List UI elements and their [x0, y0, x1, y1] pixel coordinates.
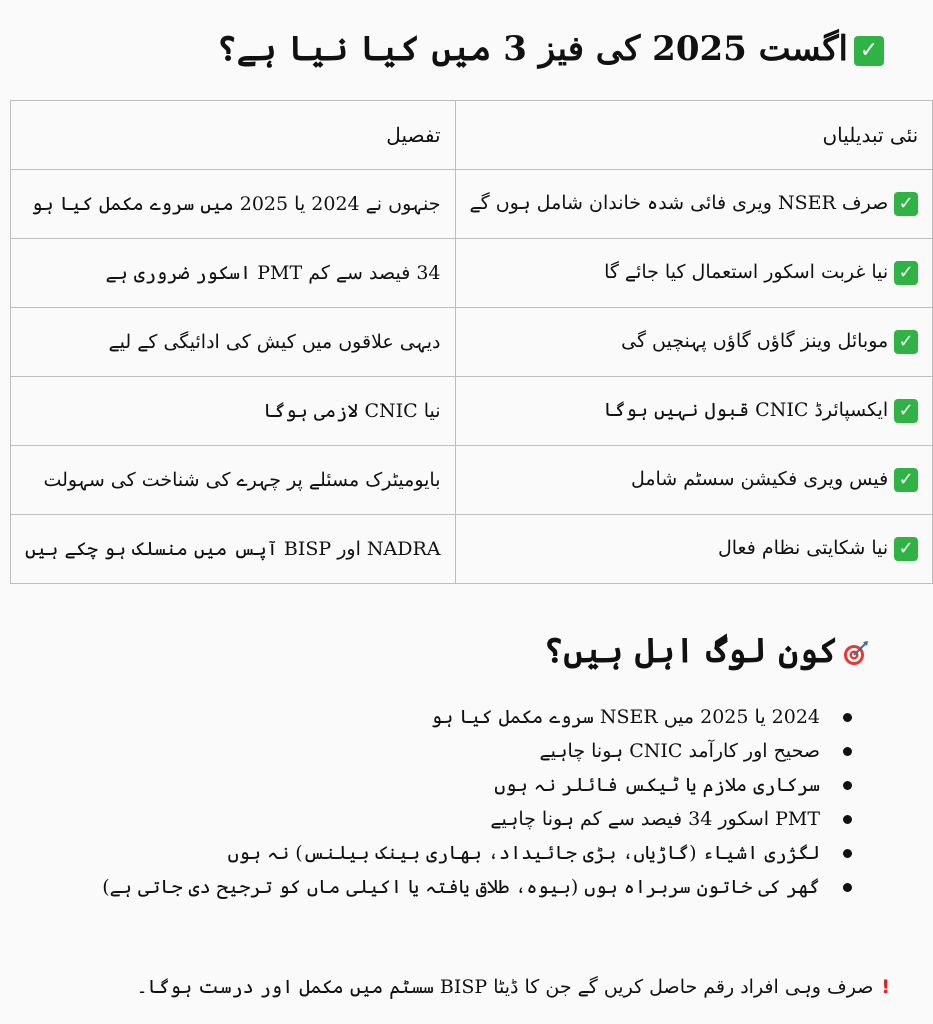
- list-item: صحیح اور کارآمد CNIC ہونا چاہیے: [26, 734, 866, 768]
- check-mark-button-icon: ✓: [854, 36, 884, 66]
- table-cell-detail: 34 فیصد سے کم PMT اسکور ضروری ہے: [11, 239, 456, 308]
- table-cell-detail: نیا CNIC لازمی ہوگا: [11, 377, 456, 446]
- check-mark-button-icon: ✓: [894, 537, 918, 561]
- table-header-row: [11, 101, 933, 170]
- list-item: PMT اسکور 34 فیصد سے کم ہونا چاہیے: [26, 802, 866, 836]
- table-cell-change: ✓ایکسپائرڈ CNIC قبول نہیں ہوگا: [455, 377, 933, 446]
- table-cell-detail: جنہوں نے 2024 یا 2025 میں سروے مکمل کیا ہو: [11, 170, 456, 239]
- table-cell-change: ✓موبائل وینز گاؤں گاؤں پہنچیں گی: [455, 308, 933, 377]
- footer-note: !صرف وہی افراد رقم حاصل کریں گے جن کا ڈیٹا BISP سسٹم میں مکمل اور درست ہوگا۔: [136, 976, 890, 998]
- header-details: تفصیل: [11, 101, 456, 170]
- check-mark-button-icon: ✓: [894, 261, 918, 285]
- list-item: لگژری اشیاء (گاڑیاں، بڑی جائیداد، بھاری بینک بیلنس) نہ ہوں: [26, 836, 866, 870]
- changes-table: [10, 100, 933, 584]
- bullet-icon: [843, 815, 852, 824]
- check-mark-button-icon: ✓: [894, 330, 918, 354]
- bullet-icon: [843, 713, 852, 722]
- direct-hit-icon: [842, 639, 870, 667]
- eligibility-heading: کون لوگ اہل ہیں؟: [544, 630, 871, 671]
- list-item: سرکاری ملازم یا ٹیکس فائلر نہ ہوں: [26, 768, 866, 802]
- table-row: [11, 239, 933, 308]
- red-exclamation-icon: !: [881, 976, 890, 998]
- table-row: [11, 170, 933, 239]
- table-cell-detail: دیہی علاقوں میں کیش کی ادائیگی کے لیے: [11, 308, 456, 377]
- check-mark-button-icon: ✓: [894, 468, 918, 492]
- bullet-icon: [843, 781, 852, 790]
- table-row: [11, 308, 933, 377]
- check-mark-button-icon: ✓: [894, 399, 918, 423]
- eligibility-list: [26, 700, 866, 904]
- bullet-icon: [843, 849, 852, 858]
- page-title: ✓اگست 2025 کی فیز 3 میں کیا نیا ہے؟: [22, 28, 884, 69]
- list-item: 2024 یا 2025 میں NSER سروے مکمل کیا ہو: [26, 700, 866, 734]
- table-cell-change: ✓صرف NSER ویری فائی شدہ خاندان شامل ہوں گے: [455, 170, 933, 239]
- table-row: [11, 515, 933, 584]
- table-row: [11, 446, 933, 515]
- table-cell-detail: بایومیٹرک مسئلے پر چہرے کی شناخت کی سہولت: [11, 446, 456, 515]
- table-cell-detail: NADRA اور BISP آپس میں منسلک ہو چکے ہیں: [11, 515, 456, 584]
- list-item: گھر کی خاتون سربراہ ہوں (بیوہ، طلاق یافتہ یا اکیلی ماں کو ترجیح دی جاتی ہے): [26, 870, 866, 904]
- header-changes: نئی تبدیلیاں: [455, 101, 933, 170]
- bullet-icon: [843, 747, 852, 756]
- check-mark-button-icon: ✓: [894, 192, 918, 216]
- table-row: [11, 377, 933, 446]
- table-cell-change: ✓نیا شکایتی نظام فعال: [455, 515, 933, 584]
- table-cell-change: ✓نیا غربت اسکور استعمال کیا جائے گا: [455, 239, 933, 308]
- table-cell-change: ✓فیس ویری فکیشن سسٹم شامل: [455, 446, 933, 515]
- bullet-icon: [843, 883, 852, 892]
